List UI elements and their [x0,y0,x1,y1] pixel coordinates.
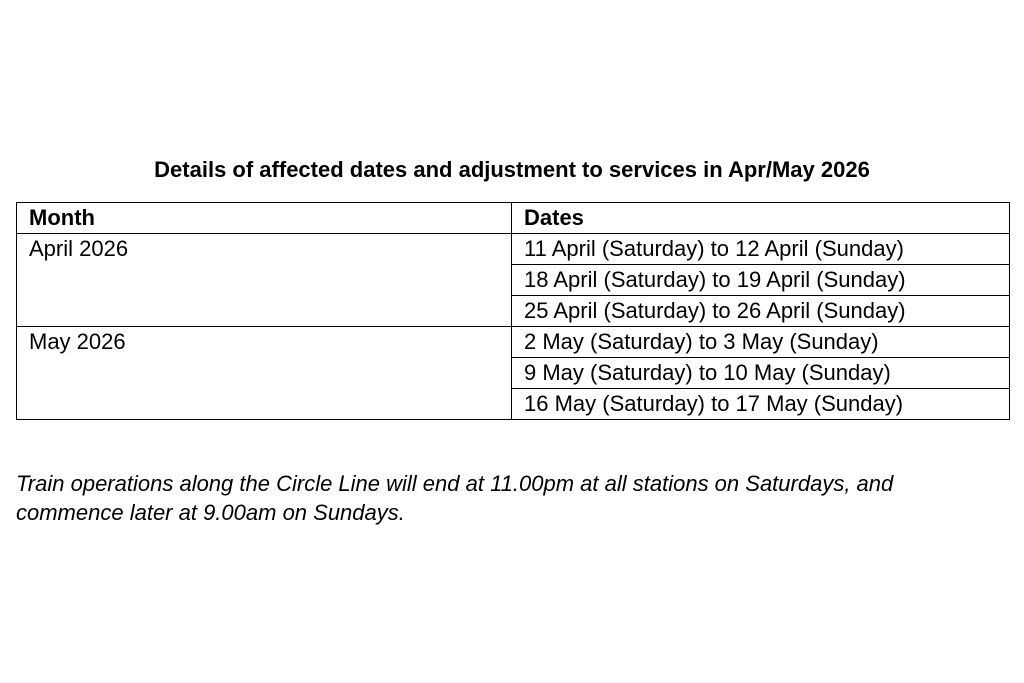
table-row [17,327,1010,358]
date-cell: 18 April (Saturday) to 19 April (Sunday) [512,265,1010,296]
date-cell: 2 May (Saturday) to 3 May (Sunday) [512,327,1010,358]
date-cell: 25 April (Saturday) to 26 April (Sunday) [512,296,1010,327]
date-cell: 16 May (Saturday) to 17 May (Sunday) [512,389,1010,420]
month-cell-may: May 2026 [17,327,512,420]
affected-dates-table [16,202,1010,420]
date-cell: 9 May (Saturday) to 10 May (Sunday) [512,358,1010,389]
table-header-row [17,203,1010,234]
page-title: Details of affected dates and adjustment to services in Apr/May 2026 [154,157,870,182]
service-note: Train operations along the Circle Line will end at 11.00pm at all stations on Saturdays, and commence later at 9.00am on Sundays. [16,471,894,525]
column-header-dates: Dates [512,203,1010,234]
month-cell-april: April 2026 [17,234,512,327]
table-row [17,234,1010,265]
column-header-month: Month [17,203,512,234]
date-cell: 11 April (Saturday) to 12 April (Sunday) [512,234,1010,265]
